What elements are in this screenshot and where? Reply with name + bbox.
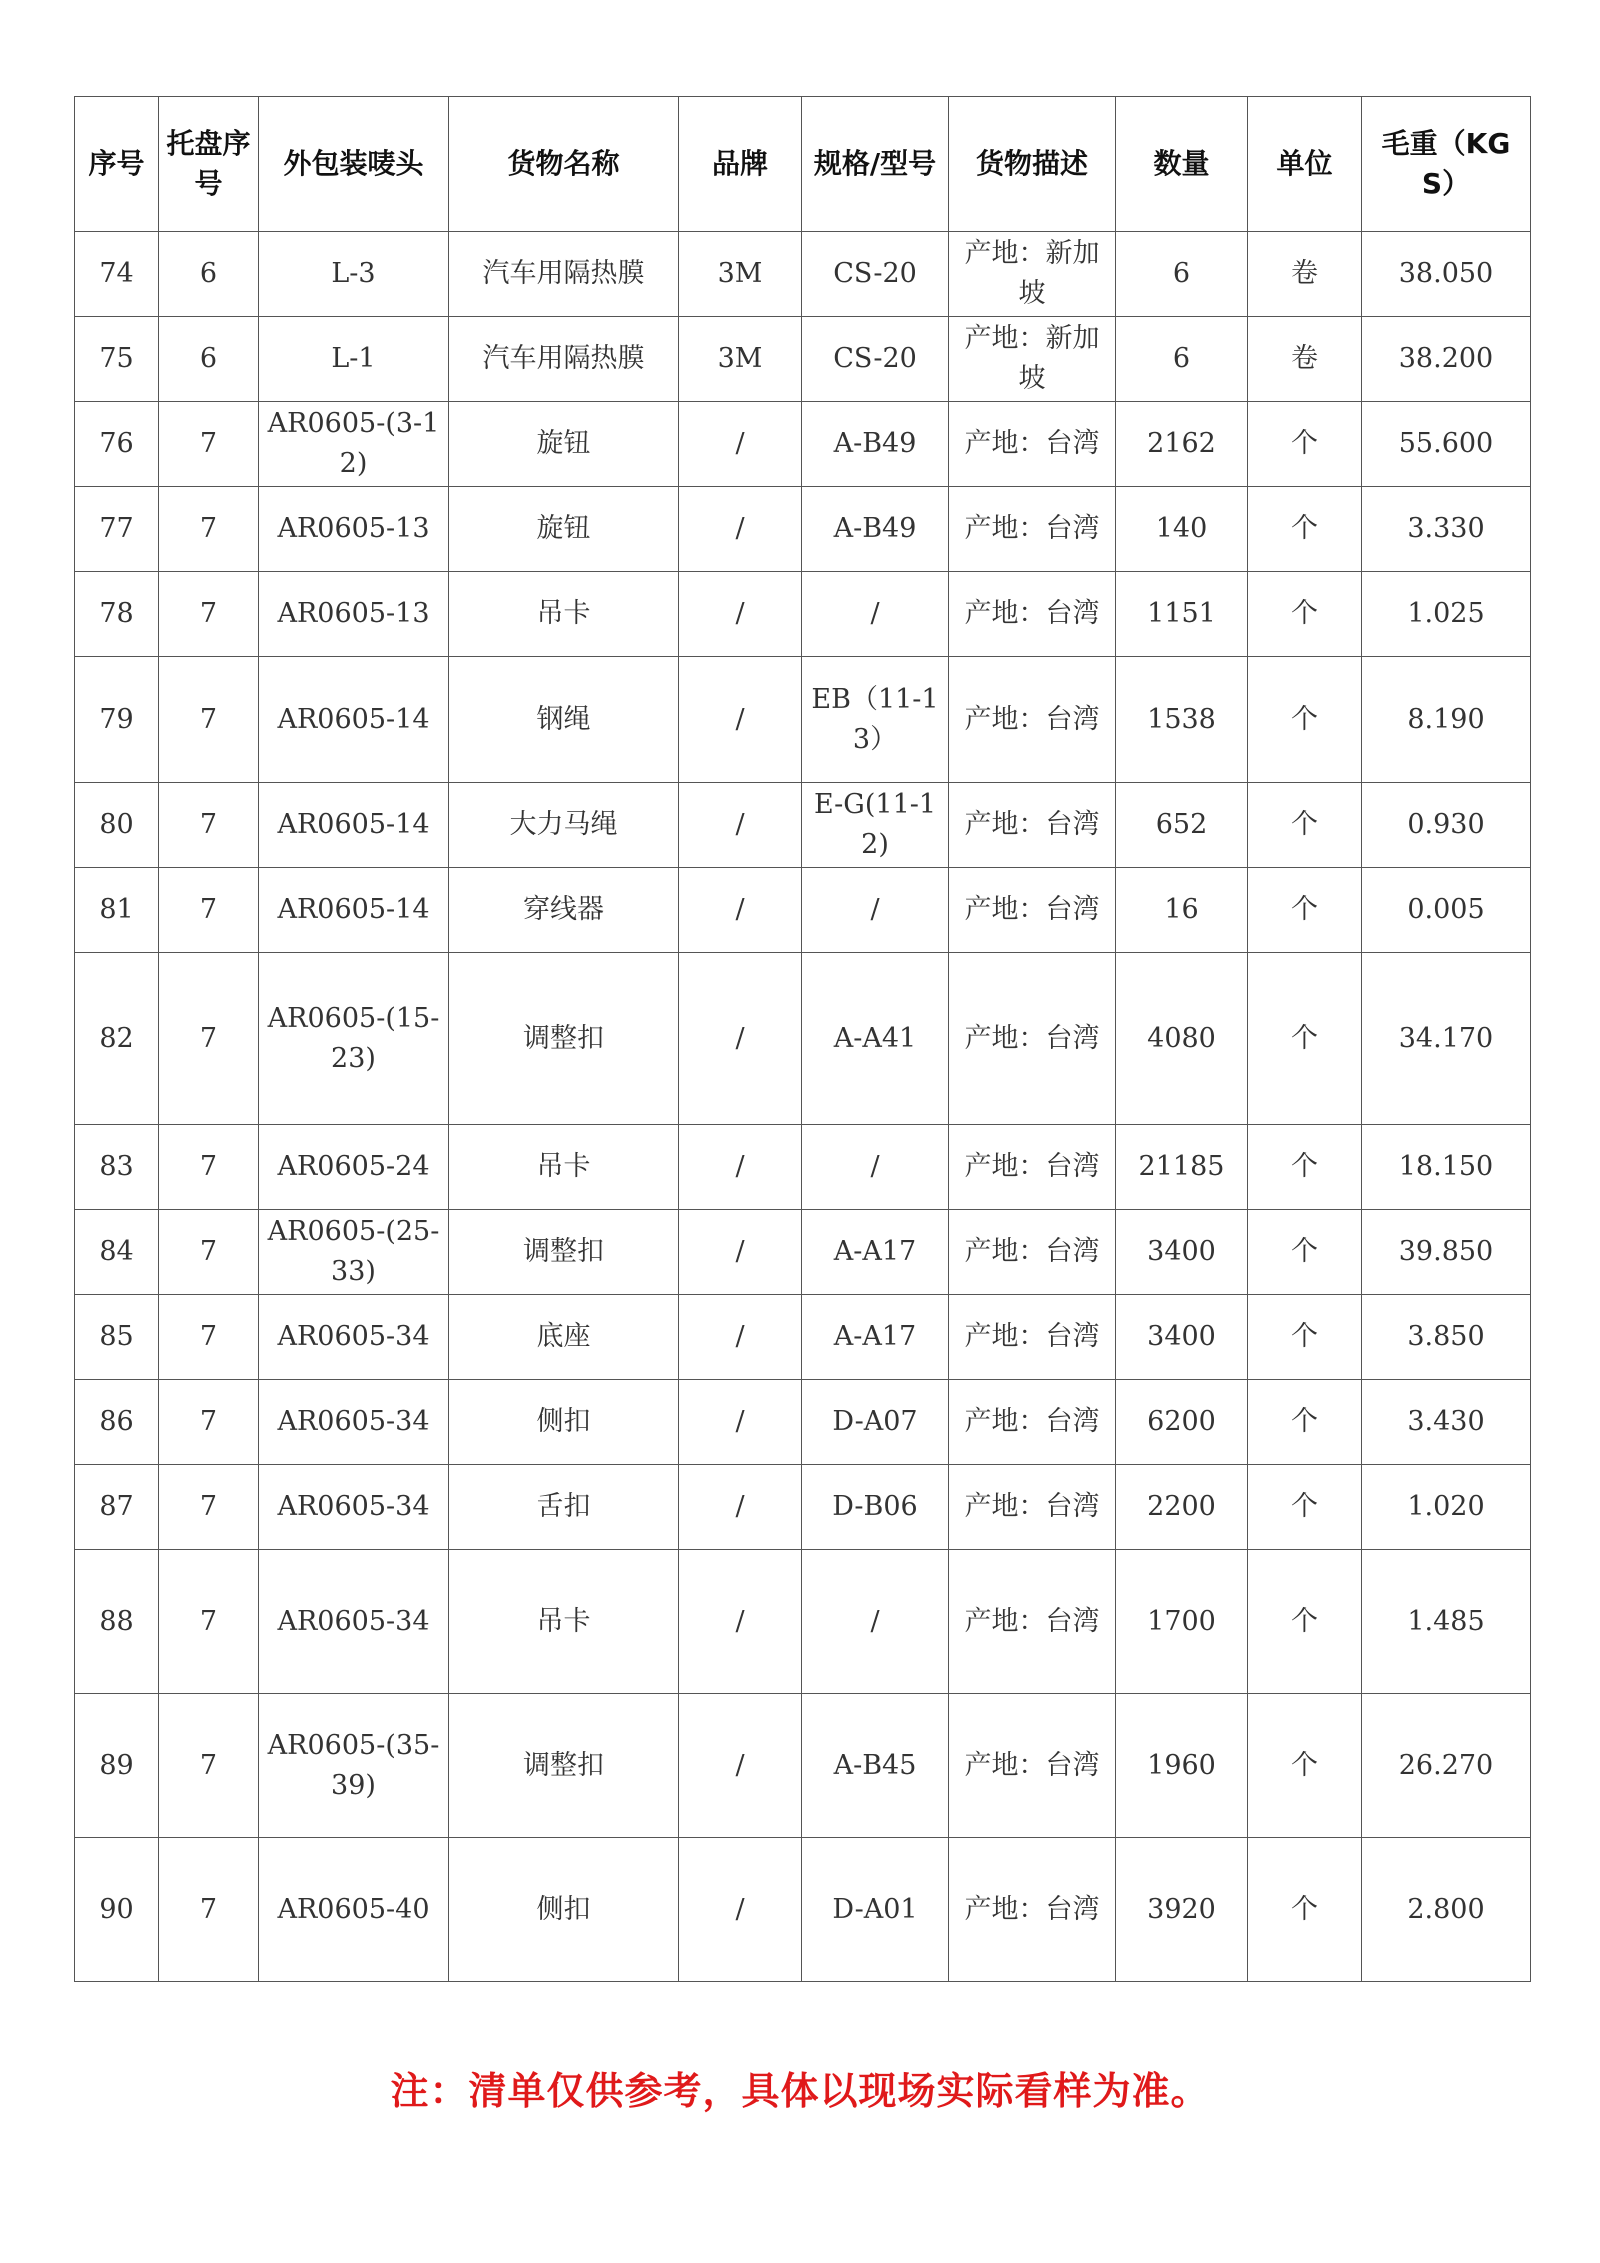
cell-weight: 1.020 xyxy=(1362,1465,1531,1550)
cell-desc: 产地：新加坡 xyxy=(949,232,1116,317)
cell-seq: 81 xyxy=(75,868,159,953)
table-row xyxy=(75,783,1531,868)
cell-name: 钢绳 xyxy=(449,657,679,783)
cell-seq: 82 xyxy=(75,953,159,1125)
cell-mark: AR0605-(3-12) xyxy=(259,402,449,487)
table-row xyxy=(75,1465,1531,1550)
cell-pallet: 6 xyxy=(159,232,259,317)
cell-qty: 3920 xyxy=(1116,1838,1248,1982)
cell-brand: / xyxy=(679,657,802,783)
cell-pallet: 7 xyxy=(159,1465,259,1550)
cell-mark: AR0605-13 xyxy=(259,487,449,572)
header-unit: 单位 xyxy=(1248,97,1362,232)
cell-weight: 0.005 xyxy=(1362,868,1531,953)
cell-brand: / xyxy=(679,783,802,868)
cell-brand: / xyxy=(679,1550,802,1694)
cell-pallet: 7 xyxy=(159,1694,259,1838)
reference-note: 注：清单仅供参考，具体以现场实际看样为准。 xyxy=(390,2069,1210,2113)
cell-qty: 1700 xyxy=(1116,1550,1248,1694)
table-row xyxy=(75,1295,1531,1380)
cell-seq: 83 xyxy=(75,1125,159,1210)
cell-brand: / xyxy=(679,953,802,1125)
cell-unit: 个 xyxy=(1248,1295,1362,1380)
cell-pallet: 7 xyxy=(159,1125,259,1210)
cell-unit: 个 xyxy=(1248,1210,1362,1295)
header-qty: 数量 xyxy=(1116,97,1248,232)
cell-mark: AR0605-24 xyxy=(259,1125,449,1210)
cell-qty: 1151 xyxy=(1116,572,1248,657)
cell-spec: A-B45 xyxy=(802,1694,949,1838)
cell-pallet: 7 xyxy=(159,487,259,572)
cell-unit: 个 xyxy=(1248,1694,1362,1838)
cell-name: 调整扣 xyxy=(449,953,679,1125)
cell-desc: 产地：台湾 xyxy=(949,1210,1116,1295)
cell-desc: 产地：台湾 xyxy=(949,657,1116,783)
cell-weight: 1.485 xyxy=(1362,1550,1531,1694)
cell-name: 侧扣 xyxy=(449,1838,679,1982)
cell-weight: 1.025 xyxy=(1362,572,1531,657)
cell-desc: 产地：台湾 xyxy=(949,783,1116,868)
cell-desc: 产地：台湾 xyxy=(949,953,1116,1125)
cell-seq: 87 xyxy=(75,1465,159,1550)
cell-name: 汽车用隔热膜 xyxy=(449,317,679,402)
cell-spec: D-A07 xyxy=(802,1380,949,1465)
cell-pallet: 7 xyxy=(159,868,259,953)
cell-name: 舌扣 xyxy=(449,1465,679,1550)
cell-qty: 6200 xyxy=(1116,1380,1248,1465)
table-row xyxy=(75,1380,1531,1465)
cell-spec: E-G(11-12) xyxy=(802,783,949,868)
header-seq: 序号 xyxy=(75,97,159,232)
cell-name: 汽车用隔热膜 xyxy=(449,232,679,317)
table-row xyxy=(75,232,1531,317)
header-mark: 外包装唛头 xyxy=(259,97,449,232)
cell-seq: 90 xyxy=(75,1838,159,1982)
cell-desc: 产地：台湾 xyxy=(949,1838,1116,1982)
cell-pallet: 6 xyxy=(159,317,259,402)
cell-name: 调整扣 xyxy=(449,1210,679,1295)
cell-brand: / xyxy=(679,1380,802,1465)
header-name: 货物名称 xyxy=(449,97,679,232)
cell-mark: AR0605-34 xyxy=(259,1465,449,1550)
table-row xyxy=(75,317,1531,402)
table-row xyxy=(75,1125,1531,1210)
cell-name: 吊卡 xyxy=(449,1550,679,1694)
cell-pallet: 7 xyxy=(159,783,259,868)
cell-pallet: 7 xyxy=(159,1295,259,1380)
cell-seq: 78 xyxy=(75,572,159,657)
cell-desc: 产地：新加坡 xyxy=(949,317,1116,402)
cell-weight: 3.330 xyxy=(1362,487,1531,572)
cell-unit: 卷 xyxy=(1248,317,1362,402)
cell-unit: 个 xyxy=(1248,783,1362,868)
cell-unit: 个 xyxy=(1248,1380,1362,1465)
cell-weight: 3.430 xyxy=(1362,1380,1531,1465)
cell-unit: 个 xyxy=(1248,1550,1362,1694)
cell-spec: A-A17 xyxy=(802,1295,949,1380)
cell-mark: L-1 xyxy=(259,317,449,402)
cell-qty: 4080 xyxy=(1116,953,1248,1125)
table-row xyxy=(75,402,1531,487)
cell-desc: 产地：台湾 xyxy=(949,868,1116,953)
cell-desc: 产地：台湾 xyxy=(949,572,1116,657)
cell-desc: 产地：台湾 xyxy=(949,1694,1116,1838)
table-body xyxy=(75,232,1531,1982)
table-row xyxy=(75,1550,1531,1694)
cell-spec: / xyxy=(802,572,949,657)
table-row xyxy=(75,953,1531,1125)
cell-spec: A-A41 xyxy=(802,953,949,1125)
cell-qty: 2162 xyxy=(1116,402,1248,487)
cell-qty: 6 xyxy=(1116,232,1248,317)
cell-mark: AR0605-34 xyxy=(259,1550,449,1694)
table-header-row xyxy=(75,97,1531,232)
cell-spec: D-A01 xyxy=(802,1838,949,1982)
header-spec: 规格/型号 xyxy=(802,97,949,232)
cell-weight: 55.600 xyxy=(1362,402,1531,487)
cell-seq: 74 xyxy=(75,232,159,317)
cell-seq: 77 xyxy=(75,487,159,572)
cell-unit: 个 xyxy=(1248,1838,1362,1982)
cell-seq: 86 xyxy=(75,1380,159,1465)
cell-desc: 产地：台湾 xyxy=(949,1295,1116,1380)
cell-unit: 个 xyxy=(1248,402,1362,487)
cell-pallet: 7 xyxy=(159,1210,259,1295)
cell-brand: / xyxy=(679,1295,802,1380)
cell-spec: CS-20 xyxy=(802,317,949,402)
cell-brand: 3M xyxy=(679,232,802,317)
cell-pallet: 7 xyxy=(159,657,259,783)
cell-mark: L-3 xyxy=(259,232,449,317)
cell-seq: 76 xyxy=(75,402,159,487)
cell-qty: 1538 xyxy=(1116,657,1248,783)
cell-name: 旋钮 xyxy=(449,402,679,487)
cell-weight: 34.170 xyxy=(1362,953,1531,1125)
cell-name: 旋钮 xyxy=(449,487,679,572)
goods-list-table xyxy=(74,96,1531,1982)
header-desc: 货物描述 xyxy=(949,97,1116,232)
cell-pallet: 7 xyxy=(159,1838,259,1982)
table-row xyxy=(75,1210,1531,1295)
cell-brand: / xyxy=(679,1694,802,1838)
cell-desc: 产地：台湾 xyxy=(949,1125,1116,1210)
cell-mark: AR0605-(25-33) xyxy=(259,1210,449,1295)
cell-desc: 产地：台湾 xyxy=(949,1380,1116,1465)
cell-qty: 1960 xyxy=(1116,1694,1248,1838)
cell-name: 侧扣 xyxy=(449,1380,679,1465)
cell-weight: 0.930 xyxy=(1362,783,1531,868)
cell-mark: AR0605-14 xyxy=(259,868,449,953)
table-row xyxy=(75,868,1531,953)
cell-mark: AR0605-34 xyxy=(259,1295,449,1380)
cell-brand: / xyxy=(679,868,802,953)
table-row xyxy=(75,1838,1531,1982)
table-row xyxy=(75,487,1531,572)
cell-spec: CS-20 xyxy=(802,232,949,317)
cell-mark: AR0605-(35-39) xyxy=(259,1694,449,1838)
table-row xyxy=(75,1694,1531,1838)
cell-brand: 3M xyxy=(679,317,802,402)
cell-spec: A-B49 xyxy=(802,402,949,487)
cell-unit: 个 xyxy=(1248,487,1362,572)
cell-seq: 85 xyxy=(75,1295,159,1380)
cell-seq: 88 xyxy=(75,1550,159,1694)
cell-weight: 26.270 xyxy=(1362,1694,1531,1838)
cell-pallet: 7 xyxy=(159,572,259,657)
cell-spec: / xyxy=(802,868,949,953)
cell-spec: EB（11-13） xyxy=(802,657,949,783)
cell-weight: 39.850 xyxy=(1362,1210,1531,1295)
cell-brand: / xyxy=(679,572,802,657)
cell-name: 调整扣 xyxy=(449,1694,679,1838)
cell-qty: 16 xyxy=(1116,868,1248,953)
cell-unit: 个 xyxy=(1248,1465,1362,1550)
cell-brand: / xyxy=(679,1838,802,1982)
cell-pallet: 7 xyxy=(159,1380,259,1465)
header-brand: 品牌 xyxy=(679,97,802,232)
cell-qty: 6 xyxy=(1116,317,1248,402)
cell-desc: 产地：台湾 xyxy=(949,402,1116,487)
cell-brand: / xyxy=(679,1465,802,1550)
cell-unit: 个 xyxy=(1248,953,1362,1125)
table-row xyxy=(75,657,1531,783)
cell-qty: 2200 xyxy=(1116,1465,1248,1550)
cell-seq: 79 xyxy=(75,657,159,783)
cell-name: 吊卡 xyxy=(449,572,679,657)
cell-brand: / xyxy=(679,1210,802,1295)
cell-desc: 产地：台湾 xyxy=(949,1550,1116,1694)
table-row xyxy=(75,572,1531,657)
cell-brand: / xyxy=(679,1125,802,1210)
cell-name: 底座 xyxy=(449,1295,679,1380)
cell-mark: AR0605-13 xyxy=(259,572,449,657)
cell-spec: A-B49 xyxy=(802,487,949,572)
cell-name: 穿线器 xyxy=(449,868,679,953)
cell-mark: AR0605-34 xyxy=(259,1380,449,1465)
cell-spec: D-B06 xyxy=(802,1465,949,1550)
cell-pallet: 7 xyxy=(159,402,259,487)
cell-qty: 652 xyxy=(1116,783,1248,868)
cell-unit: 卷 xyxy=(1248,232,1362,317)
cell-spec: / xyxy=(802,1125,949,1210)
cell-brand: / xyxy=(679,402,802,487)
cell-weight: 2.800 xyxy=(1362,1838,1531,1982)
cell-spec: A-A17 xyxy=(802,1210,949,1295)
cell-brand: / xyxy=(679,487,802,572)
cell-unit: 个 xyxy=(1248,572,1362,657)
cell-unit: 个 xyxy=(1248,657,1362,783)
header-pallet: 托盘序号 xyxy=(159,97,259,232)
cell-weight: 3.850 xyxy=(1362,1295,1531,1380)
cell-weight: 38.050 xyxy=(1362,232,1531,317)
cell-weight: 38.200 xyxy=(1362,317,1531,402)
cell-mark: AR0605-(15-23) xyxy=(259,953,449,1125)
cell-unit: 个 xyxy=(1248,1125,1362,1210)
cell-mark: AR0605-40 xyxy=(259,1838,449,1982)
cell-qty: 3400 xyxy=(1116,1295,1248,1380)
cell-qty: 21185 xyxy=(1116,1125,1248,1210)
cell-seq: 80 xyxy=(75,783,159,868)
cell-mark: AR0605-14 xyxy=(259,657,449,783)
cell-pallet: 7 xyxy=(159,1550,259,1694)
cell-weight: 8.190 xyxy=(1362,657,1531,783)
cell-mark: AR0605-14 xyxy=(259,783,449,868)
cell-weight: 18.150 xyxy=(1362,1125,1531,1210)
cell-spec: / xyxy=(802,1550,949,1694)
cell-desc: 产地：台湾 xyxy=(949,487,1116,572)
cell-seq: 75 xyxy=(75,317,159,402)
header-weight: 毛重（KGS） xyxy=(1362,97,1531,232)
cell-pallet: 7 xyxy=(159,953,259,1125)
cell-seq: 84 xyxy=(75,1210,159,1295)
cell-qty: 140 xyxy=(1116,487,1248,572)
cell-qty: 3400 xyxy=(1116,1210,1248,1295)
cell-name: 吊卡 xyxy=(449,1125,679,1210)
cell-name: 大力马绳 xyxy=(449,783,679,868)
cell-unit: 个 xyxy=(1248,868,1362,953)
cell-desc: 产地：台湾 xyxy=(949,1465,1116,1550)
cell-seq: 89 xyxy=(75,1694,159,1838)
